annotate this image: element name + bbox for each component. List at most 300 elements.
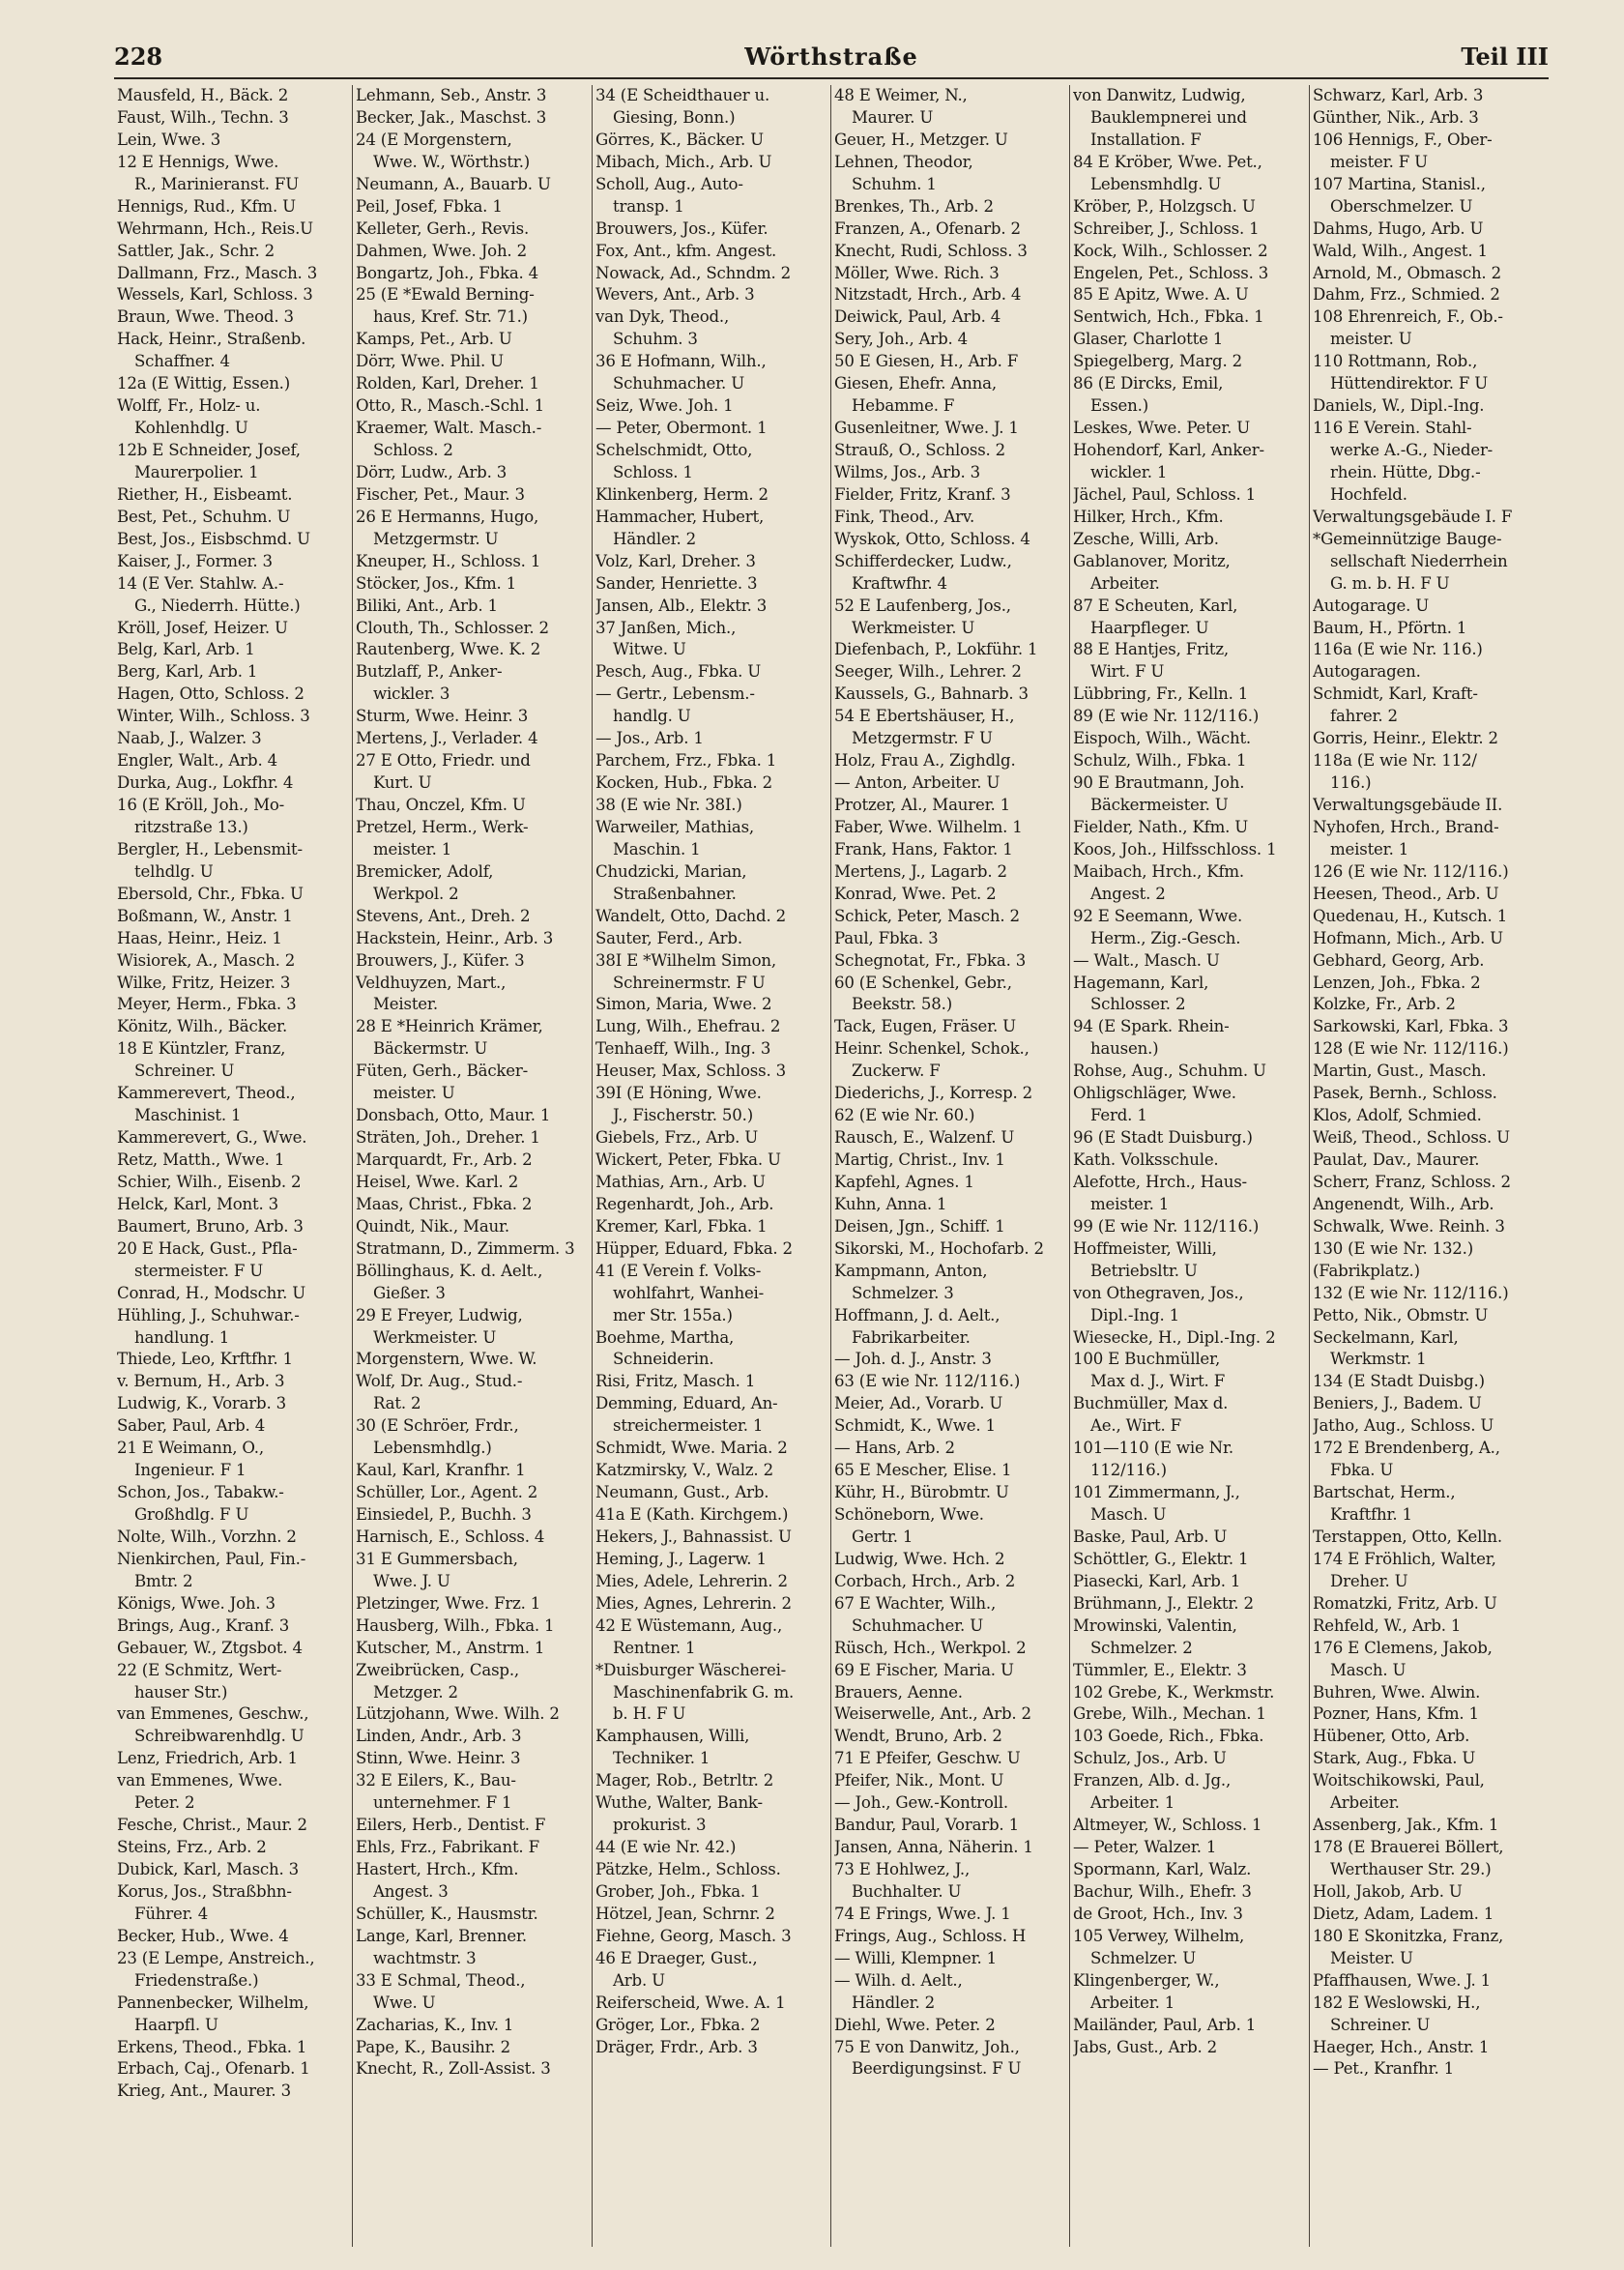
directory-entry: Grober, Joh., Fbka. 1 bbox=[595, 1881, 761, 1901]
entry-continuation: Giesing, Bonn.) bbox=[613, 107, 736, 127]
directory-entry: Schwarz, Karl, Arb. 3 bbox=[1313, 86, 1484, 104]
directory-entry: Jabs, Gust., Arb. 2 bbox=[1073, 2037, 1218, 2056]
entry-continuation: Angest. 2 bbox=[1090, 884, 1166, 903]
directory-entry: Klingenberger, W., bbox=[1073, 1970, 1220, 1990]
directory-entry: Dahm, Frz., Schmied. 2 bbox=[1313, 285, 1500, 305]
directory-entry: Demming, Eduard, An- bbox=[595, 1394, 778, 1413]
entry-continuation: ritzstraße 13.) bbox=[134, 817, 248, 836]
directory-entry: Heuser, Max, Schloss. 3 bbox=[595, 1062, 786, 1081]
entry-continuation: Rentner. 1 bbox=[613, 1638, 696, 1657]
directory-entry: Fink, Theod., Arv. bbox=[834, 507, 975, 526]
directory-entry: Hofmann, Mich., Arb. U bbox=[1313, 928, 1503, 947]
entry-continuation: Friedenstraße.) bbox=[134, 1970, 259, 1990]
directory-entry: Alefotte, Hrch., Haus- bbox=[1073, 1172, 1247, 1191]
directory-entry: 50 E Giesen, H., Arb. F bbox=[834, 352, 1019, 371]
directory-entry: 75 E von Danwitz, Joh., bbox=[834, 2037, 1020, 2056]
entry-continuation: Schneiderin. bbox=[613, 1350, 714, 1369]
directory-entry: Martig, Christ., Inv. 1 bbox=[834, 1150, 1005, 1169]
directory-entry: Dallmann, Frz., Masch. 3 bbox=[117, 263, 318, 282]
directory-entry: 20 E Hack, Gust., Pfla- bbox=[117, 1238, 298, 1258]
directory-entry: 84 E Kröber, Wwe. Pet., bbox=[1073, 152, 1262, 171]
entry-continuation: Bäckermstr. U bbox=[373, 1039, 488, 1059]
entry-continuation: wickler. 3 bbox=[373, 684, 450, 704]
directory-entry: Zweibrücken, Casp., bbox=[356, 1660, 519, 1679]
entry-continuation: hauser Str.) bbox=[134, 1682, 228, 1702]
directory-entry: Brenkes, Th., Arb. 2 bbox=[834, 196, 994, 216]
directory-entry: — Pet., Kranfhr. 1 bbox=[1313, 2059, 1454, 2079]
directory-entry: Diederichs, J., Korresp. 2 bbox=[834, 1084, 1033, 1103]
directory-entry: Ehls, Frz., Fabrikant. F bbox=[356, 1838, 539, 1857]
directory-entry: 27 E Otto, Friedr. und bbox=[356, 751, 531, 771]
directory-entry: 107 Martina, Stanisl., bbox=[1313, 174, 1486, 193]
entry-continuation: transp. 1 bbox=[613, 196, 684, 216]
directory-entry: Franzen, Alb. d. Jg., bbox=[1073, 1771, 1232, 1790]
directory-entry: Wickert, Peter, Fbka. U bbox=[595, 1150, 781, 1169]
directory-entry: Gorris, Heinr., Elektr. 2 bbox=[1313, 729, 1498, 748]
directory-entry: Meier, Ad., Vorarb. U bbox=[834, 1394, 1003, 1413]
directory-entry: Schulz, Wilh., Fbka. 1 bbox=[1073, 751, 1247, 771]
directory-entry: Schmidt, Wwe. Maria. 2 bbox=[595, 1439, 788, 1458]
directory-entry: 12 E Hennigs, Wwe. bbox=[117, 152, 279, 171]
directory-entry: Hackstein, Heinr., Arb. 3 bbox=[356, 928, 554, 947]
directory-entry: Tenhaeff, Wilh., Ing. 3 bbox=[595, 1039, 771, 1059]
entry-continuation: Schreiner. U bbox=[1330, 2015, 1431, 2034]
directory-entry: Fox, Ant., kfm. Angest. bbox=[595, 241, 777, 260]
directory-entry: v. Bernum, H., Arb. 3 bbox=[117, 1372, 285, 1391]
directory-entry: — Joh. d. J., Anstr. 3 bbox=[834, 1350, 992, 1369]
directory-entry: 44 (E wie Nr. 42.) bbox=[595, 1838, 737, 1857]
directory-entry: Nowack, Ad., Schndm. 2 bbox=[595, 263, 792, 282]
directory-entry: Knecht, Rudi, Schloss. 3 bbox=[834, 241, 1028, 260]
directory-entry: Regenhardt, Joh., Arb. bbox=[595, 1194, 774, 1213]
entry-continuation: Essen.) bbox=[1090, 396, 1149, 416]
directory-entry: Otto, R., Masch.-Schl. 1 bbox=[356, 396, 545, 416]
directory-entry: Durka, Aug., Lokfhr. 4 bbox=[117, 773, 294, 793]
entry-continuation: wohlfahrt, Wanhei- bbox=[613, 1283, 765, 1302]
directory-entry: Woitschikowski, Paul, bbox=[1313, 1771, 1485, 1790]
entry-continuation: rhein. Hütte, Dbg.- bbox=[1330, 462, 1481, 481]
entry-continuation: sellschaft Niederrhein bbox=[1330, 551, 1508, 570]
directory-entry: Tümmler, E., Elektr. 3 bbox=[1073, 1660, 1247, 1679]
directory-entry: Marquardt, Fr., Arb. 2 bbox=[356, 1150, 533, 1169]
directory-entry: 174 E Fröhlich, Walter, bbox=[1313, 1549, 1496, 1568]
directory-entry: 63 (E wie Nr. 112/116.) bbox=[834, 1372, 1021, 1391]
entry-continuation: Bmtr. 2 bbox=[134, 1571, 193, 1590]
directory-entry: Füten, Gerh., Bäcker- bbox=[356, 1062, 529, 1081]
directory-entry: Günther, Nik., Arb. 3 bbox=[1313, 107, 1479, 127]
directory-entry: Riether, H., Eisbeamt. bbox=[117, 484, 293, 504]
entry-continuation: Wwe. W., Wörthstr.) bbox=[373, 152, 531, 171]
directory-entry: Lein, Wwe. 3 bbox=[117, 130, 221, 149]
directory-entry: Rohse, Aug., Schuhm. U bbox=[1073, 1062, 1266, 1081]
directory-entry: 130 (E wie Nr. 132.) bbox=[1313, 1238, 1474, 1258]
entry-continuation: Straßenbahner. bbox=[613, 884, 737, 903]
entry-continuation: Ae., Wirt. F bbox=[1090, 1416, 1181, 1436]
entry-continuation: Werthauser Str. 29.) bbox=[1330, 1860, 1492, 1878]
directory-entry: van Dyk, Theod., bbox=[595, 307, 730, 327]
directory-column bbox=[592, 85, 830, 2247]
directory-entry: *Duisburger Wäscherei- bbox=[595, 1660, 787, 1679]
directory-entry: Volz, Karl, Dreher. 3 bbox=[595, 551, 756, 570]
directory-entry: 37 Janßen, Mich., bbox=[595, 618, 737, 637]
directory-entry: Kocken, Hub., Fbka. 2 bbox=[595, 773, 772, 793]
directory-entry: Simon, Maria, Wwe. 2 bbox=[595, 995, 772, 1014]
entry-continuation: wachtmstr. 3 bbox=[373, 1948, 477, 1967]
directory-entry: Brouwers, Jos., Küfer. bbox=[595, 218, 768, 238]
directory-entry: Dahmen, Wwe. Joh. 2 bbox=[356, 241, 527, 260]
directory-entry: Rausch, E., Walzenf. U bbox=[834, 1128, 1015, 1148]
entry-continuation: Maurerpolier. 1 bbox=[134, 462, 259, 481]
directory-entry: Kammerevert, Theod., bbox=[117, 1084, 296, 1103]
directory-entry: Lübbring, Fr., Kelln. 1 bbox=[1073, 684, 1249, 704]
directory-entry: Wilms, Jos., Arb. 3 bbox=[834, 462, 981, 481]
entry-continuation: Kohlenhdlg. U bbox=[134, 419, 248, 438]
entry-continuation: hausen.) bbox=[1090, 1039, 1159, 1059]
directory-entry: Engelen, Pet., Schloss. 3 bbox=[1073, 263, 1269, 282]
entry-continuation: Masch. U bbox=[1330, 1660, 1406, 1679]
directory-entry: Könitz, Wilh., Bäcker. bbox=[117, 1017, 288, 1036]
entry-continuation: Maschin. 1 bbox=[613, 839, 701, 859]
directory-entry: Pasek, Bernh., Schloss. bbox=[1313, 1084, 1497, 1103]
directory-entry: Dräger, Frdr., Arb. 3 bbox=[595, 2037, 758, 2056]
directory-entry: Weiß, Theod., Schloss. U bbox=[1313, 1128, 1510, 1148]
directory-entry: 100 E Buchmüller, bbox=[1073, 1350, 1221, 1369]
directory-entry: Becker, Hub., Wwe. 4 bbox=[117, 1926, 289, 1945]
directory-entry: 24 (E Morgenstern, bbox=[356, 130, 512, 149]
directory-entry: Steins, Frz., Arb. 2 bbox=[117, 1838, 267, 1857]
directory-entry: Faber, Wwe. Wilhelm. 1 bbox=[834, 817, 1023, 836]
directory-entry: Paul, Fbka. 3 bbox=[834, 928, 939, 947]
directory-entry: 16 (E Kröll, Joh., Mo- bbox=[117, 796, 285, 814]
directory-entry: Sikorski, M., Hochofarb. 2 bbox=[834, 1238, 1044, 1258]
directory-entry: Warweiler, Mathias, bbox=[595, 817, 754, 836]
directory-entry: Zesche, Willi, Arb. bbox=[1073, 529, 1219, 548]
directory-entry: 101—110 (E wie Nr. bbox=[1073, 1439, 1233, 1458]
directory-entry: Jächel, Paul, Schloss. 1 bbox=[1073, 484, 1257, 504]
directory-entry: van Emmenes, Geschw., bbox=[117, 1704, 309, 1724]
directory-entry: Pesch, Aug., Fbka. U bbox=[595, 662, 762, 682]
directory-entry: — Gertr., Lebensm.- bbox=[595, 684, 755, 704]
directory-entry: van Emmenes, Wwe. bbox=[117, 1771, 283, 1790]
directory-entry: Holl, Jakob, Arb. U bbox=[1313, 1881, 1463, 1901]
directory-entry: Fischer, Pet., Maur. 3 bbox=[356, 484, 525, 504]
directory-entry: Brühmann, J., Elektr. 2 bbox=[1073, 1593, 1254, 1613]
directory-entry: Hagen, Otto, Schloss. 2 bbox=[117, 684, 304, 704]
directory-entry: Jansen, Anna, Näherin. 1 bbox=[834, 1838, 1033, 1857]
directory-entry: Hastert, Hrch., Kfm. bbox=[356, 1860, 519, 1878]
entry-continuation: Wwe. U bbox=[373, 1993, 436, 2012]
directory-entry: Hoffmeister, Willi, bbox=[1073, 1238, 1217, 1258]
directory-entry: 34 (E Scheidthauer u. bbox=[595, 86, 770, 104]
directory-entry: Clouth, Th., Schlosser. 2 bbox=[356, 618, 549, 637]
entry-continuation: Gießer. 3 bbox=[373, 1283, 446, 1302]
directory-entry: Veldhuyzen, Mart., bbox=[356, 973, 507, 992]
entry-continuation: Schlosser. 2 bbox=[1090, 995, 1186, 1014]
entry-continuation: Kurt. U bbox=[373, 773, 432, 793]
directory-entry: Hausberg, Wilh., Fbka. 1 bbox=[356, 1615, 555, 1635]
directory-entry: Biliki, Ant., Arb. 1 bbox=[356, 596, 498, 615]
directory-entry: Gröger, Lor., Fbka. 2 bbox=[595, 2015, 761, 2034]
directory-entry: 118a (E wie Nr. 112/ bbox=[1313, 751, 1477, 771]
directory-entry: Schulz, Jos., Arb. U bbox=[1073, 1749, 1227, 1768]
directory-entry: 14 (E Ver. Stahlw. A.- bbox=[117, 573, 284, 593]
directory-entry: 134 (E Stadt Duisbg.) bbox=[1313, 1372, 1485, 1391]
directory-entry: — Walt., Masch. U bbox=[1073, 950, 1220, 970]
entry-continuation: Techniker. 1 bbox=[613, 1749, 710, 1768]
entry-continuation: Fbka. U bbox=[1330, 1461, 1394, 1480]
directory-entry: 39I (E Höning, Wwe. bbox=[595, 1084, 762, 1103]
directory-entry: Dubick, Karl, Masch. 3 bbox=[117, 1860, 299, 1878]
directory-entry: Belg, Karl, Arb. 1 bbox=[117, 640, 255, 659]
entry-continuation: Zuckerw. F bbox=[852, 1062, 941, 1081]
entry-continuation: Werkpol. 2 bbox=[373, 884, 459, 903]
directory-entry: Neumann, Gust., Arb. bbox=[595, 1483, 769, 1502]
page-number: 228 bbox=[114, 43, 163, 71]
directory-entry: Neumann, A., Bauarb. U bbox=[356, 174, 551, 193]
directory-entry: Görres, K., Bäcker. U bbox=[595, 130, 764, 149]
entry-continuation: Metzger. 2 bbox=[373, 1682, 458, 1702]
entry-continuation: Arbeiter. 1 bbox=[1090, 1993, 1175, 2012]
directory-entry: Kröll, Josef, Heizer. U bbox=[117, 618, 288, 637]
entry-continuation: telhdlg. U bbox=[134, 861, 214, 881]
directory-entry: Wuthe, Walter, Bank- bbox=[595, 1793, 763, 1813]
directory-entry: Autogaragen. bbox=[1313, 662, 1421, 682]
directory-entry: Mausfeld, H., Bäck. 2 bbox=[117, 86, 289, 104]
directory-entry: Saber, Paul, Arb. 4 bbox=[117, 1416, 266, 1436]
directory-entry: Maibach, Hrch., Kfm. bbox=[1073, 861, 1244, 881]
directory-entry: 25 (E *Ewald Berning- bbox=[356, 285, 535, 305]
directory-entry: 105 Verwey, Wilhelm, bbox=[1073, 1926, 1245, 1945]
directory-entry: Martin, Gust., Masch. bbox=[1313, 1062, 1487, 1081]
directory-entry: Fiehne, Georg, Masch. 3 bbox=[595, 1926, 792, 1945]
entry-continuation: Schreiner. U bbox=[134, 1062, 235, 1081]
directory-entry: 110 Rottmann, Rob., bbox=[1313, 352, 1478, 371]
entry-continuation: Schreinermstr. F U bbox=[613, 973, 766, 992]
directory-entry: Sery, Joh., Arb. 4 bbox=[834, 330, 969, 349]
directory-entry: Paulat, Dav., Maurer. bbox=[1313, 1150, 1480, 1169]
entry-continuation: mer Str. 155a.) bbox=[613, 1305, 733, 1324]
directory-entry: Sarkowski, Karl, Fbka. 3 bbox=[1313, 1017, 1509, 1036]
directory-entry: Bandur, Paul, Vorarb. 1 bbox=[834, 1816, 1019, 1835]
directory-entry: 41a E (Kath. Kirchgem.) bbox=[595, 1505, 789, 1524]
directory-column bbox=[1069, 85, 1309, 2247]
entry-continuation: Schuhmacher. U bbox=[613, 374, 744, 393]
directory-entry: Boßmann, W., Anstr. 1 bbox=[117, 906, 293, 925]
directory-entry: 52 E Laufenberg, Jos., bbox=[834, 596, 1011, 615]
directory-entry: 85 E Apitz, Wwe. A. U bbox=[1073, 285, 1249, 305]
directory-entry: 90 E Brautmann, Joh. bbox=[1073, 773, 1245, 793]
directory-entry: Quindt, Nik., Maur. bbox=[356, 1216, 509, 1236]
entry-continuation: R., Marinieranst. FU bbox=[134, 174, 299, 193]
directory-entry: Retz, Matth., Wwe. 1 bbox=[117, 1150, 285, 1169]
directory-entry: — Peter, Walzer. 1 bbox=[1073, 1838, 1217, 1857]
directory-entry: Fielder, Fritz, Kranf. 3 bbox=[834, 484, 1011, 504]
directory-entry: 32 E Eilers, K., Bau- bbox=[356, 1771, 516, 1790]
directory-entry: Hoffmann, J. d. Aelt., bbox=[834, 1305, 1000, 1324]
directory-entry: 94 (E Spark. Rhein- bbox=[1073, 1017, 1230, 1036]
directory-entry: Giesen, Ehefr. Anna, bbox=[834, 374, 997, 393]
directory-entry: Conrad, H., Modschr. U bbox=[117, 1283, 306, 1302]
directory-entry: 22 (E Schmitz, Wert- bbox=[117, 1660, 282, 1679]
directory-entry: Faust, Wilh., Techn. 3 bbox=[117, 107, 289, 127]
directory-entry: Butzlaff, P., Anker- bbox=[356, 662, 503, 682]
directory-entry: Schmidt, Karl, Kraft- bbox=[1313, 684, 1478, 704]
directory-entry: 99 (E wie Nr. 112/116.) bbox=[1073, 1216, 1260, 1236]
entry-continuation: Bäckermeister. U bbox=[1090, 796, 1229, 814]
directory-entry: 74 E Frings, Wwe. J. 1 bbox=[834, 1904, 1011, 1923]
directory-entry: Donsbach, Otto, Maur. 1 bbox=[356, 1106, 551, 1125]
directory-entry: Mager, Rob., Betrltr. 2 bbox=[595, 1771, 774, 1790]
directory-entry: 102 Grebe, K., Werkmstr. bbox=[1073, 1682, 1275, 1702]
directory-entry: Verwaltungsgebäude I. F bbox=[1313, 507, 1513, 526]
entry-continuation: meister. 1 bbox=[373, 839, 452, 859]
entry-continuation: b. H. F U bbox=[613, 1704, 686, 1724]
directory-entry: Hekers, J., Bahnassist. U bbox=[595, 1527, 792, 1546]
directory-column bbox=[352, 85, 592, 2247]
entry-continuation: Buchhalter. U bbox=[852, 1881, 962, 1901]
directory-entry: 103 Goede, Rich., Fbka. bbox=[1073, 1727, 1264, 1746]
directory-entry: Diehl, Wwe. Peter. 2 bbox=[834, 2015, 996, 2034]
directory-entry: 89 (E wie Nr. 112/116.) bbox=[1073, 707, 1260, 726]
directory-entry: Lenzen, Joh., Fbka. 2 bbox=[1313, 973, 1481, 992]
directory-entry: Schier, Wilh., Eisenb. 2 bbox=[117, 1172, 302, 1191]
directory-entry: Spormann, Karl, Walz. bbox=[1073, 1860, 1252, 1878]
directory-entry: 67 E Wachter, Wilh., bbox=[834, 1593, 997, 1613]
directory-entry: Lange, Karl, Brenner. bbox=[356, 1926, 527, 1945]
directory-entry: 71 E Pfeifer, Geschw. U bbox=[834, 1749, 1021, 1768]
directory-entry: Rüsch, Hch., Werkpol. 2 bbox=[834, 1638, 1027, 1657]
entry-continuation: Beekstr. 58.) bbox=[852, 995, 952, 1014]
entry-continuation: Schuhm. 3 bbox=[613, 330, 698, 349]
directory-entry: Holz, Frau A., Zighdlg. bbox=[834, 751, 1016, 771]
entry-continuation: stermeister. F U bbox=[134, 1261, 264, 1280]
directory-entry: 176 E Clemens, Jakob, bbox=[1313, 1638, 1493, 1657]
entry-continuation: Hebamme. F bbox=[852, 396, 955, 416]
directory-entry: Thiede, Leo, Krftfhr. 1 bbox=[117, 1350, 293, 1369]
entry-continuation: Schloss. 2 bbox=[373, 441, 453, 459]
directory-entry: Best, Pet., Schuhm. U bbox=[117, 507, 291, 526]
directory-entry: Becker, Jak., Maschst. 3 bbox=[356, 107, 547, 127]
directory-entry: Jatho, Aug., Schloss. U bbox=[1313, 1416, 1494, 1436]
entry-continuation: handlg. U bbox=[613, 707, 691, 726]
directory-entry: Pozner, Hans, Kfm. 1 bbox=[1313, 1704, 1479, 1724]
directory-entry: Leskes, Wwe. Peter. U bbox=[1073, 419, 1251, 438]
directory-entry: 60 (E Schenkel, Gebr., bbox=[834, 973, 1012, 992]
entry-continuation: Rat. 2 bbox=[373, 1394, 421, 1413]
entry-continuation: meister. 1 bbox=[1090, 1194, 1170, 1213]
directory-entry: Kröber, P., Holzgsch. U bbox=[1073, 196, 1256, 216]
directory-entry: Assenberg, Jak., Kfm. 1 bbox=[1313, 1816, 1499, 1835]
entry-continuation: Bauklempnerei und bbox=[1090, 107, 1247, 127]
entry-continuation: Schuhm. 1 bbox=[852, 174, 937, 193]
directory-entry: Sattler, Jak., Schr. 2 bbox=[117, 241, 275, 260]
directory-entry: Schifferdecker, Ludw., bbox=[834, 551, 1012, 570]
directory-entry: Kelleter, Gerh., Revis. bbox=[356, 218, 530, 238]
directory-entry: Haeger, Hch., Anstr. 1 bbox=[1313, 2037, 1490, 2056]
directory-column bbox=[1309, 85, 1549, 2247]
directory-entry: Gebhard, Georg, Arb. bbox=[1313, 950, 1485, 970]
entry-continuation: Angest. 3 bbox=[373, 1881, 449, 1901]
directory-entry: Spiegelberg, Marg. 2 bbox=[1073, 352, 1242, 371]
directory-entry: Bergler, H., Lebensmit- bbox=[117, 839, 303, 859]
entry-continuation: wickler. 1 bbox=[1090, 462, 1168, 481]
directory-entry: Baske, Paul, Arb. U bbox=[1073, 1527, 1228, 1546]
entry-continuation: Metzgermstr. F U bbox=[852, 729, 993, 748]
directory-entry: Klos, Adolf, Schmied. bbox=[1313, 1106, 1482, 1125]
entry-continuation: streichermeister. 1 bbox=[613, 1416, 764, 1436]
directory-entry: Sentwich, Hch., Fbka. 1 bbox=[1073, 307, 1264, 327]
directory-entry: Wilke, Fritz, Heizer. 3 bbox=[117, 973, 291, 992]
directory-entry: Hüpper, Eduard, Fbka. 2 bbox=[595, 1238, 793, 1258]
directory-entry: 96 (E Stadt Duisburg.) bbox=[1073, 1128, 1253, 1148]
directory-entry: Krieg, Ant., Maurer. 3 bbox=[117, 2081, 291, 2101]
directory-entry: 88 E Hantjes, Fritz, bbox=[1073, 640, 1229, 659]
directory-entry: Lenz, Friedrich, Arb. 1 bbox=[117, 1749, 298, 1768]
directory-entry: Schreiber, J., Schloss. 1 bbox=[1073, 218, 1260, 238]
directory-entry: Gebauer, W., Ztgsbot. 4 bbox=[117, 1638, 303, 1657]
directory-entry: Winter, Wilh., Schloss. 3 bbox=[117, 707, 310, 726]
directory-entry: Eilers, Herb., Dentist. F bbox=[356, 1816, 546, 1835]
directory-entry: Nienkirchen, Paul, Fin.- bbox=[117, 1549, 306, 1568]
entry-continuation: Masch. U bbox=[1090, 1505, 1167, 1524]
directory-entry: Kraemer, Walt. Masch.- bbox=[356, 419, 542, 438]
entry-continuation: Peter. 2 bbox=[134, 1793, 195, 1813]
directory-entry: Rehfeld, W., Arb. 1 bbox=[1313, 1615, 1462, 1635]
directory-entry: Kammerevert, G., Wwe. bbox=[117, 1128, 307, 1148]
directory-entry: 178 (E Brauerei Böllert, bbox=[1313, 1838, 1504, 1857]
entry-continuation: Ingenieur. F 1 bbox=[134, 1461, 246, 1480]
directory-entry: Autogarage. U bbox=[1313, 596, 1430, 615]
directory-entry: Korus, Jos., Straßbhn- bbox=[117, 1881, 292, 1901]
directory-entry: 101 Zimmermann, J., bbox=[1073, 1483, 1240, 1502]
entry-continuation: meister. F U bbox=[1330, 152, 1428, 171]
directory-entry: Mies, Agnes, Lehrerin. 2 bbox=[595, 1593, 792, 1613]
directory-entry: Erbach, Caj., Ofenarb. 1 bbox=[117, 2059, 310, 2079]
directory-entry: 23 (E Lempe, Anstreich., bbox=[117, 1948, 315, 1967]
directory-entry: Pretzel, Herm., Werk- bbox=[356, 817, 529, 836]
directory-entry: Peil, Josef, Fbka. 1 bbox=[356, 196, 503, 216]
directory-entry: Helck, Karl, Mont. 3 bbox=[117, 1194, 279, 1213]
directory-entry: — Jos., Arb. 1 bbox=[595, 729, 704, 748]
entry-continuation: Werkmeister. U bbox=[373, 1327, 497, 1347]
entry-continuation: Lebensmhdlg.) bbox=[373, 1439, 492, 1458]
directory-entry: 26 E Hermanns, Hugo, bbox=[356, 507, 539, 526]
part-label: Teil III bbox=[1461, 43, 1549, 71]
directory-entry: Mailänder, Paul, Arb. 1 bbox=[1073, 2015, 1257, 2034]
directory-entry: Fesche, Christ., Maur. 2 bbox=[117, 1816, 307, 1835]
directory-entry: Erkens, Theod., Fbka. 1 bbox=[117, 2037, 307, 2056]
entry-continuation: Betriebsltr. U bbox=[1090, 1261, 1198, 1280]
directory-entry: 42 E Wüstemann, Aug., bbox=[595, 1615, 783, 1635]
directory-entry: Kamps, Pet., Arb. U bbox=[356, 330, 512, 349]
directory-entry: Kutscher, M., Anstrm. 1 bbox=[356, 1638, 545, 1657]
directory-entry: Ludwig, K., Vorarb. 3 bbox=[117, 1394, 286, 1413]
entry-continuation: Kraftwfhr. 4 bbox=[852, 573, 947, 593]
directory-entry: Hübener, Otto, Arb. bbox=[1313, 1727, 1470, 1746]
entry-continuation: Schmelzer. U bbox=[1090, 1948, 1197, 1967]
directory-entry: Angenendt, Wilh., Arb. bbox=[1313, 1194, 1494, 1213]
directory-entry: Hack, Heinr., Straßenb. bbox=[117, 330, 306, 349]
directory-entry: Mies, Adele, Lehrerin. 2 bbox=[595, 1571, 788, 1590]
directory-entry: Kaul, Karl, Kranfhr. 1 bbox=[356, 1461, 526, 1480]
directory-entry: Stevens, Ant., Dreh. 2 bbox=[356, 906, 531, 925]
directory-entry: Haas, Heinr., Heiz. 1 bbox=[117, 928, 282, 947]
entry-continuation: Schuhmacher. U bbox=[852, 1615, 983, 1635]
entry-continuation: Metzgermstr. U bbox=[373, 529, 499, 548]
directory-entry: Hohendorf, Karl, Anker- bbox=[1073, 441, 1264, 459]
directory-entry: Dietz, Adam, Ladem. 1 bbox=[1313, 1904, 1494, 1923]
directory-entry: Konrad, Wwe. Pet. 2 bbox=[834, 884, 997, 903]
